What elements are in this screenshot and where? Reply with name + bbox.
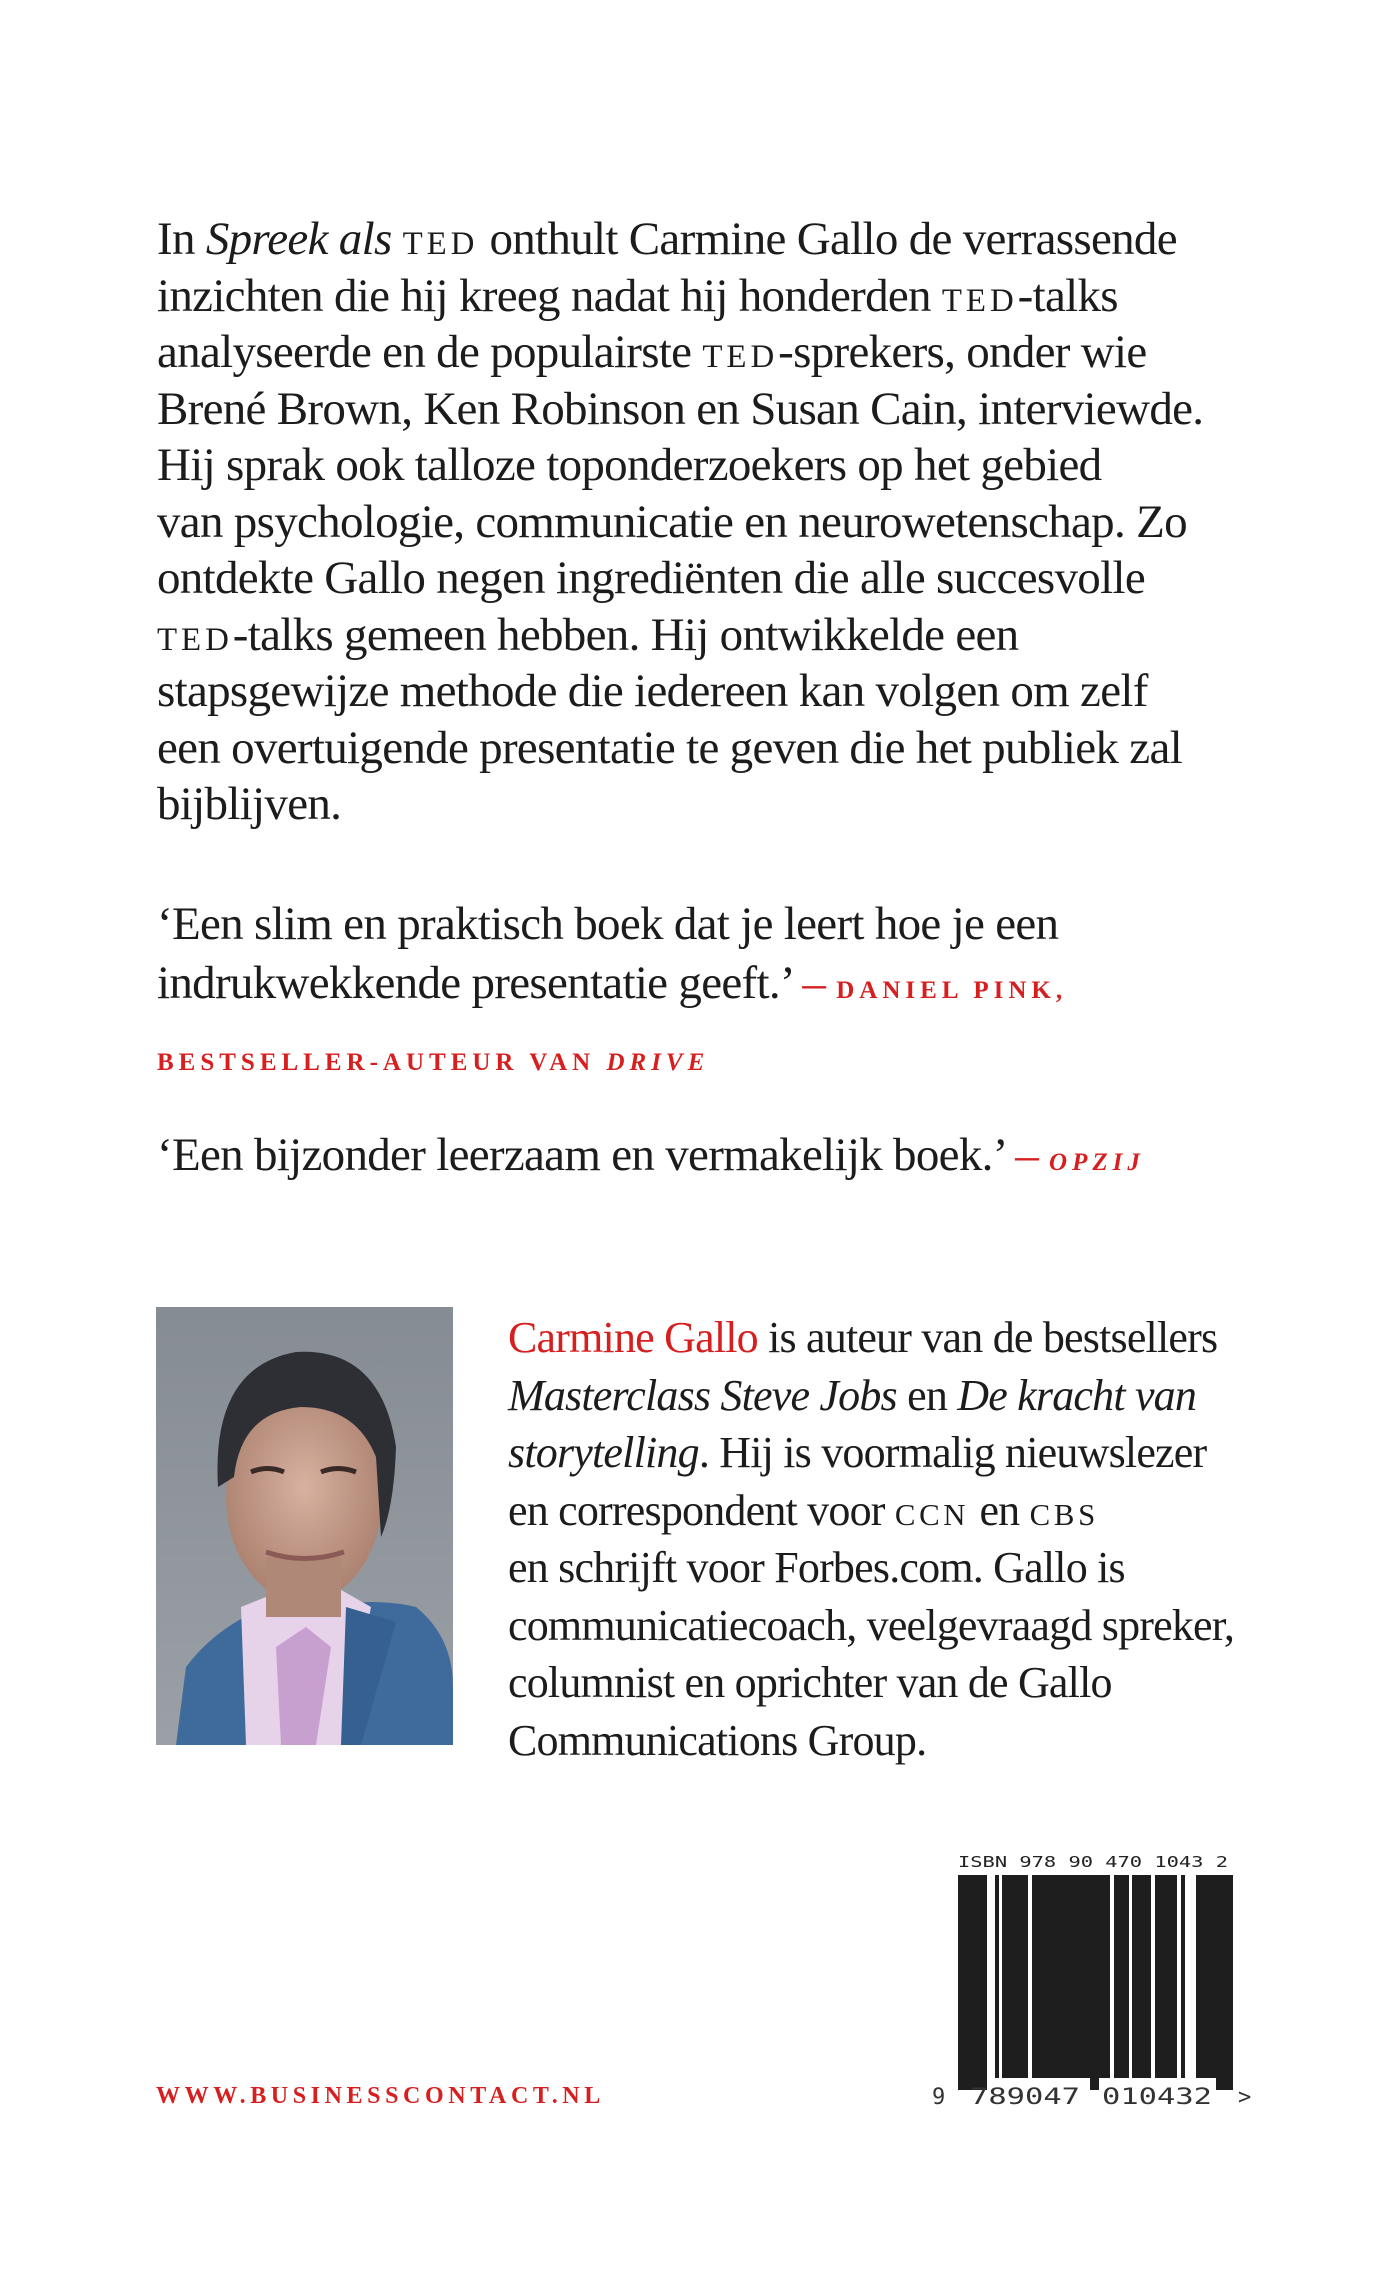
barcode-bar [1216, 1875, 1233, 2090]
quote-line [157, 957, 1068, 1009]
isbn-label: ISBN 978 90 470 1043 2 [958, 1853, 1228, 1871]
quote-line [157, 1129, 1145, 1181]
text: -talks gemeen hebben. Hij ontwikkelde een [232, 608, 1019, 661]
ccn-smallcaps: CCN [894, 1497, 970, 1532]
ted-smallcaps: TED [702, 339, 779, 375]
quote-text: ‘Een bijzonder leerzaam en vermakelijk boek.’ [157, 1129, 1005, 1181]
text [392, 213, 403, 265]
bio-line [508, 1485, 1099, 1535]
bio-line [508, 1313, 1218, 1362]
author-name: Carmine Gallo [508, 1313, 758, 1362]
bio-line [508, 1428, 1207, 1477]
quote-source-book: DRIVE [606, 1049, 710, 1076]
text: -talks [1017, 269, 1118, 322]
description-line [157, 269, 1118, 322]
quote-line: ‘Een slim en praktisch boek dat je leert hoe je een [157, 898, 1059, 950]
description-line: bijblijven. [157, 778, 342, 830]
bio-line: Communications Group. [508, 1715, 927, 1765]
barcode-bar [1002, 1875, 1028, 2078]
book-title: De kracht van [957, 1370, 1197, 1420]
book-title: Masterclass Steve Jobs [508, 1370, 897, 1420]
barcode-bar [958, 1875, 987, 2090]
cbs-smallcaps: CBS [1029, 1497, 1099, 1532]
bio-line: communicatiecoach, veelgevraagd spreker, [508, 1600, 1235, 1650]
book-title: storytelling [508, 1428, 699, 1477]
author-photo [156, 1307, 453, 1745]
bio-line: en schrijft voor Forbes.com. Gallo is [508, 1543, 1125, 1592]
description-line [157, 213, 1177, 265]
isbn-barcode [930, 1848, 1260, 2110]
quote-source-line [157, 1032, 709, 1079]
description-line: Brené Brown, Ken Robinson en Susan Cain, interviewde. [157, 382, 1204, 435]
text: In [157, 213, 206, 265]
description-line: stapsgewijze methode die iedereen kan volgen om zelf [157, 665, 1148, 717]
barcode-bar [1090, 1875, 1099, 2090]
description-line: van psychologie, communicatie en neurowetenschap. Zo [157, 495, 1187, 548]
bio-line: columnist en oprichter van de Gallo [508, 1658, 1112, 1707]
quote-source: DANIEL PINK, [836, 977, 1068, 1004]
quote-source-role: BESTSELLER-AUTEUR VAN [157, 1049, 607, 1076]
book-title: Spreek als [205, 213, 392, 265]
description-line: ontdekte Gallo negen ingrediënten die alle succesvolle [157, 552, 1145, 604]
barcode-bar [1181, 1875, 1185, 2078]
barcode-bar [995, 1875, 999, 2078]
text: -sprekers, onder wie [778, 326, 1147, 378]
text: inzichten die hij kreeg nadat hij honderden [157, 269, 942, 322]
author-portrait-icon [156, 1307, 453, 1745]
ted-smallcaps: TED [941, 282, 1018, 319]
description-line: een overtuigende presentatie te geven die het publiek zal [157, 721, 1182, 774]
description-line: Hij sprak ook talloze toponderzoekers op het gebied [157, 439, 1102, 491]
text: is auteur van de bestsellers [757, 1313, 1218, 1362]
description-line [157, 326, 1147, 378]
barcode-digit-first: 9 [932, 2085, 946, 2110]
text: en [896, 1370, 958, 1420]
text: analyseerde en de populairste [157, 326, 703, 378]
barcode-bar [1114, 1875, 1129, 2078]
text: . Hij is voormalig nieuwslezer [698, 1428, 1207, 1477]
quote-dash: – [791, 957, 837, 1009]
barcode-bar [1132, 1875, 1151, 2078]
ted-smallcaps: TED [157, 621, 233, 658]
text: en [969, 1485, 1030, 1535]
barcode-digits-left: 789047 [970, 2085, 1080, 2110]
text: onthult Carmine Gallo de verrassende [478, 213, 1177, 265]
ted-smallcaps: TED [402, 226, 479, 262]
description-line [157, 608, 1019, 661]
bio-line [508, 1370, 1197, 1420]
publisher-url[interactable]: WWW.BUSINESSCONTACT.NL [156, 2083, 605, 2109]
barcode-digits-end: > [1238, 2085, 1252, 2110]
quote-source: OPZIJ [1049, 1149, 1145, 1176]
barcode-bar [1155, 1875, 1177, 2078]
barcode-digits-right: 010432 [1102, 2085, 1212, 2110]
quote-text: indrukwekkende presentatie geeft.’ [157, 957, 792, 1009]
text: en correspondent voor [508, 1485, 895, 1535]
quote-dash: – [1004, 1129, 1050, 1181]
